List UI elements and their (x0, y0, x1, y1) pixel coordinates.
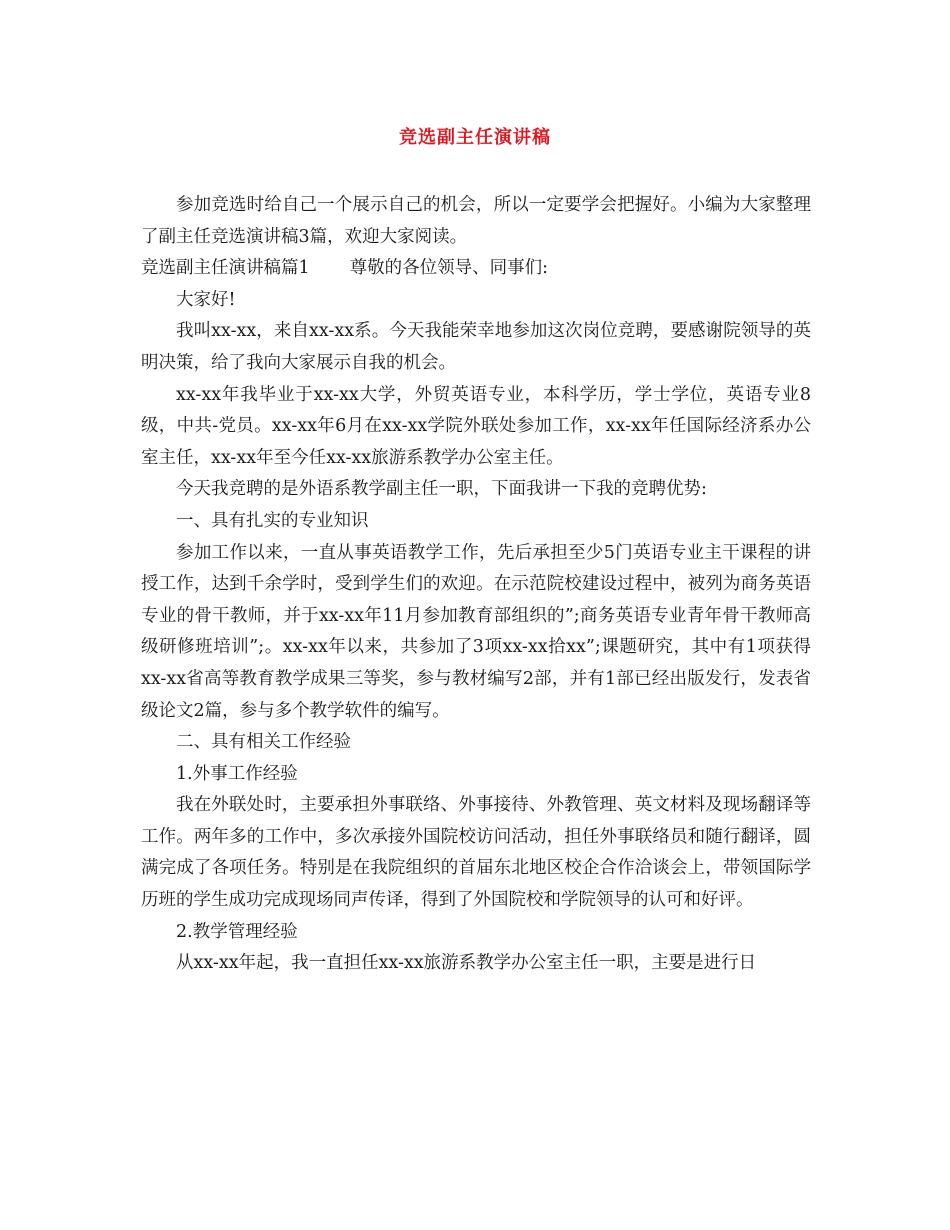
section-heading-line (141, 253, 811, 285)
subheading: 2.教学管理经验 (176, 921, 298, 942)
document-title: 竞选副主任演讲稿 (399, 127, 551, 148)
body-paragraph: 今天我竞聘的是外语系教学副主任一职，下面我讲一下我的竞聘优势: (176, 479, 707, 500)
intro-paragraph: 参加竞选时给自己一个展示自己的机会，所以一定要学会把握好。小编为大家整理了副主任竞选演讲稿3篇，欢迎大家阅读。 (141, 195, 811, 247)
body-paragraph: 从xx-xx年起，我一直担任xx-xx旅游系教学办公室主任一职，主要是进行日 (176, 953, 757, 974)
subheading: 1.外事工作经验 (176, 763, 298, 784)
section-heading: 竞选副主任演讲稿篇1 (141, 258, 310, 279)
subheading: 二、具有相关工作经验 (176, 732, 351, 753)
body-paragraph: xx-xx年我毕业于xx-xx大学，外贸英语专业，本科学历，学士学位，英语专业8级，中共-党员。xx-xx年6月在xx-xx学院外联处参加工作，xx-xx年任国际经济系办公室主任，xx-xx年至今任xx-xx旅游系教学办公室主任。 (141, 384, 811, 468)
document-body (141, 190, 811, 980)
body-paragraph: 我在外联处时，主要承担外事联络、外事接待、外教管理、英文材料及现场翻译等工作。两年多的工作中，多次承接外国院校访问活动，担任外事联络员和随行翻译，圆满完成了各项任务。特别是在我院组织的首届东北地区校企合作洽谈会上，带领国际学历班的学生成功完成现场同声传译，得到了外国院校和学院领导的认可和好评。 (141, 795, 811, 911)
body-paragraph: 参加工作以来，一直从事英语教学工作，先后承担至少5门英语专业主干课程的讲授工作，达到千余学时，受到学生们的欢迎。在示范院校建设过程中，被列为商务英语专业的骨干教师，并于xx-xx年11月参加教育部组织的”;商务英语专业青年骨干教师高级研修班培训”;。xx-xx年以来，共参加了3项xx-xx拾xx”;课题研究，其中有1项获得xx-xx省高等教育教学成果三等奖，参与教材编写2部，并有1部已经出版发行，发表省级论文2篇，参与多个教学软件的编写。 (141, 542, 811, 721)
salutation: 尊敬的各位领导、同事们: (349, 258, 549, 279)
subheading: 一、具有扎实的专业知识 (176, 510, 369, 531)
body-paragraph: 我叫xx-xx，来自xx-xx系。今天我能荣幸地参加这次岗位竞聘，要感谢院领导的英明决策，给了我向大家展示自我的机会。 (141, 321, 811, 373)
greeting-paragraph: 大家好! (176, 289, 236, 310)
